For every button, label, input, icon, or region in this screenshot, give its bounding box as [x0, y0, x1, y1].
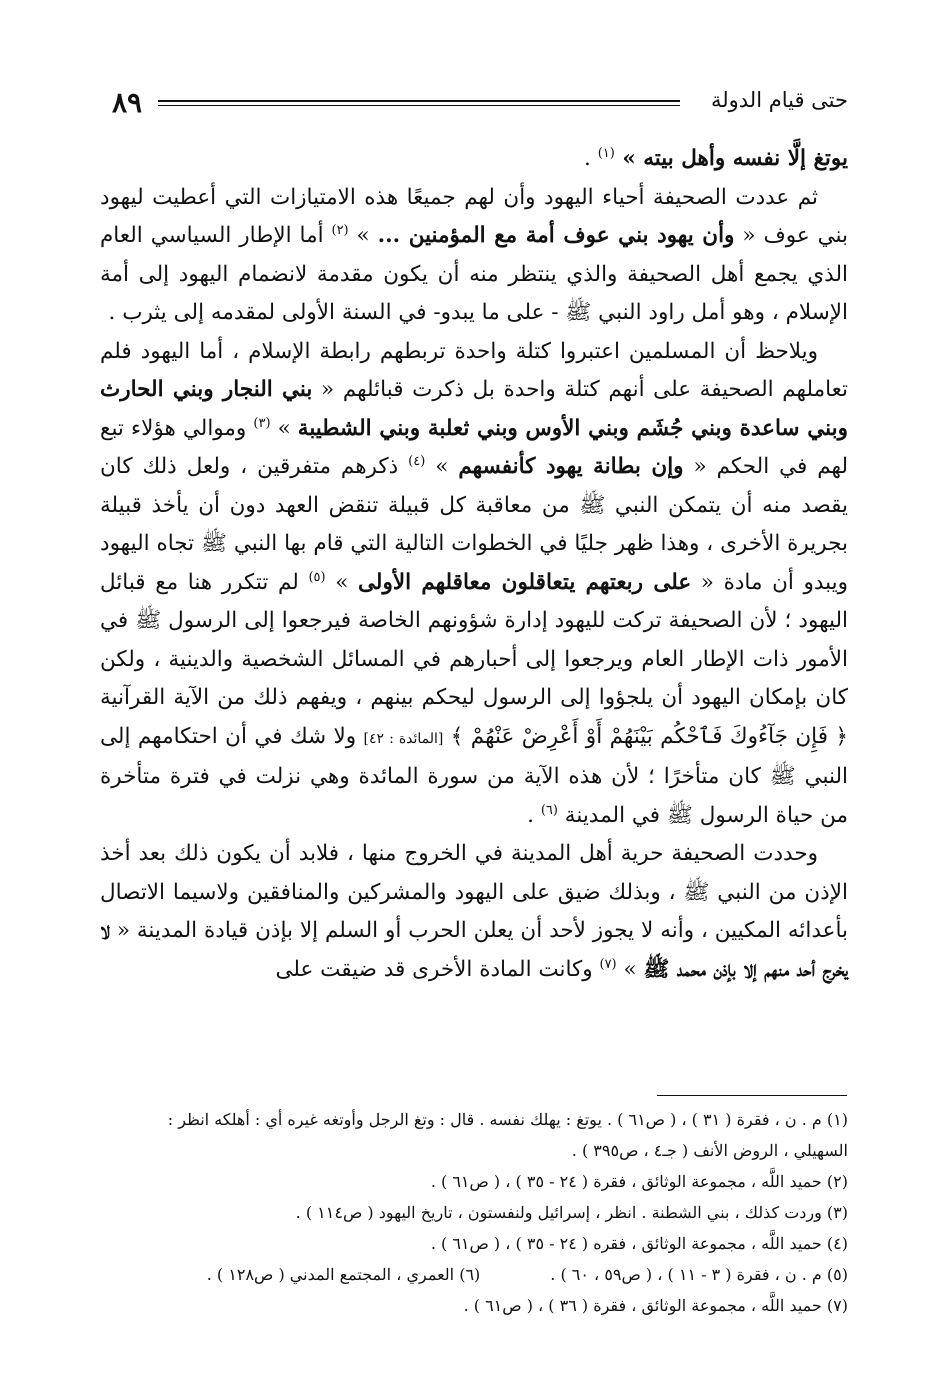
footnote-4: (٤) حميد اللَّه ، مجموعة الوثائق ، فقره ( ٢٤ - ٣٥ ) ، ( ص٦١ ) . [430, 1234, 848, 1253]
paragraph: وحددت الصحيفة حرية أهل المدينة في الخروج منها ، فلابد أن يكون ذلك بعد أخذ الإذن من النبي ﷺ ، وبذلك ضيق على اليهود والمشركين والمنافقين ولاسيما الاتصال بأعدائه المكيين ، وأنه لا يجوز لأحد أن يعلن الحرب أو السلم إلا بإذن قيادة المدينة « لا يخرج أحد منهم إلا بإذن محمد ﷺ » $^{(٧)}$ وكانت المادة الأخرى قد ضيقت على [100, 841, 848, 982]
main-text [100, 140, 848, 989]
footnote-6: (٦) العمري ، المجتمع المدني ( ص١٢٨ ) . [206, 1265, 481, 1284]
paragraph: يوتغ إلَّا نفسه وأهل بيته » $^{(١)}$ . [584, 145, 848, 171]
footnote-ref: (٥) [308, 569, 326, 585]
page-number: ٨٩ [112, 86, 143, 119]
footnote-ref: (٦) [540, 802, 558, 818]
footnote-ref: (٢) [331, 222, 349, 238]
footnotes [100, 1104, 848, 1321]
running-title: حتى قيام الدولة [710, 88, 848, 112]
footnote-1-continued: السهيلي ، الروض الأنف ( جـ٤ ، ص٣٩٥ ) . [571, 1141, 848, 1160]
footnote-2: (٢) حميد اللَّه ، مجموعة الوثائق ، فقرة ( ٢٤ - ٣٥ ) ، ( ص٦١ ) . [430, 1172, 848, 1191]
footnote-separator [657, 1095, 847, 1096]
header-rule [158, 100, 680, 102]
footnote-ref: (١) [597, 145, 615, 161]
paragraph: ثم عددت الصحيفة أحياء اليهود وأن لهم جميعًا هذه الامتيازات التي أعطيت ليهود بني عوف « وأن يهود بني عوف أمة مع المؤمنين ... » $^{(٢)}$ أما الإطار السياسي العام الذي يجمع أهل الصحيفة والذي ينتظر منه أن يكون مقدمة لانضمام اليهود إلى أمة الإسلام ، وهو أمل راود النبي ﷺ - على ما يبدو- في السنة الأولى لمقدمه إلى يثرب . [100, 184, 848, 325]
footnote-ref: (٣) [253, 415, 271, 431]
footnote-1: (١) م . ن ، فقرة ( ٣١ ) ، ( ص٦١ ) . يوتغ : يهلك نفسه . قال : وتغ الرجل وأوتغه غيره أي : أهلكه انظر : [167, 1110, 848, 1129]
ayah-reference: [المائدة : ٤٢] [363, 730, 444, 747]
paragraph: ويلاحظ أن المسلمين اعتبروا كتلة واحدة تربطهم رابطة الإسلام ، أما اليهود فلم تعاملهم الصحيفة على أنهم كتلة واحدة بل ذكرت قبائلهم « بني النجار وبني الحارث وبني ساعدة وبني جُشَم وبني الأوس وبني ثعلبة وبني الشطيبة » $^{(٣)}$ وموالي هؤلاء تبع لهم في الحكم « وإن بطانة يهود كأنفسهم » $^{(٤)}$ ذكرهم متفرقين ، ولعل ذلك كان يقصد منه أن يتمكن النبي ﷺ من معاقبة كل قبيلة تنقض العهد دون أن يأخذ قبيلة بجريرة الأخرى ، وهذا ظهر جليًا في الخطوات التالية التي قام بها النبي ﷺ تجاه اليهود ويبدو أن مادة « على ربعتهم يتعاقلون معاقلهم الأولى » $^{(٥)}$ لم تتكرر هنا مع قبائل اليهود ؛ لأن الصحيفة تركت لليهود إدارة شؤونهم الخاصة فيرجعوا إلى الرسول ﷺ في الأمور ذات الإطار العام ويرجعوا إلى أحبارهم في المسائل الشخصية والدينية ، ولكن كان بإمكان اليهود أن يلجؤوا إلى الرسول ليحكم بينهم ، ويفهم ذلك من الآية القرآنية ﴿ فَإِن جَآءُوكَ فَٱحْكُم بَيْنَهُمْ أَوْ أَعْرِضْ عَنْهُمْ ﴾ [المائدة : ٤٢] ولا شك في أن احتكامهم إلى النبي ﷺ كان متأخرًا ؛ لأن هذه الآية من سورة المائدة وهي نزلت في فترة متأخرة من حياة الرسول ﷺ في المدينة $^{(٦)}$ . [100, 338, 849, 828]
footnote-row-5-6 [100, 1259, 848, 1290]
page-header [100, 86, 848, 126]
footnote-7: (٧) حميد اللَّه ، مجموعة الوثائق ، فقرة ( ٣٦ ) ، ( ص٦١ ) . [463, 1296, 848, 1315]
footnote-ref: (٤) [408, 453, 426, 469]
footnote-3: (٣) وردت كذلك ، بني الشطنة . انظر ، إسرائيل ولنفستون ، تاريخ اليهود ( ص١١٤ ) . [295, 1203, 848, 1222]
footnote-ref: (٧) [599, 956, 617, 972]
header-rule-thin [158, 105, 680, 106]
footnote-5: (٥) م . ن ، فقرة ( ٣ - ١١ ) ، ( ص٥٩ ، ٦٠ ) . [550, 1265, 848, 1284]
